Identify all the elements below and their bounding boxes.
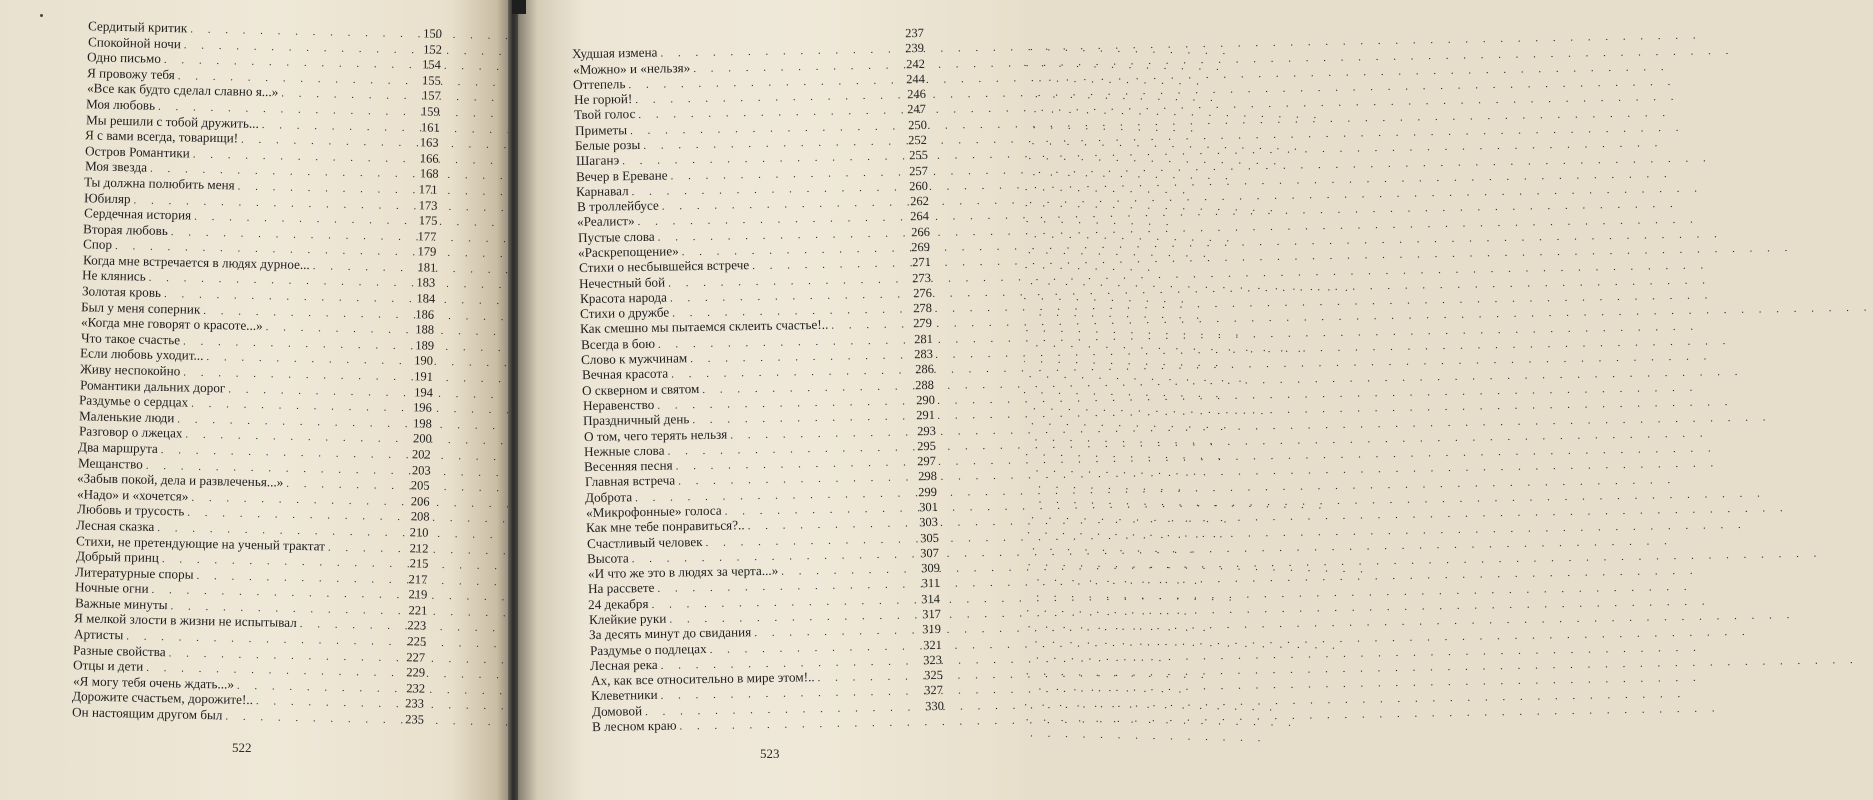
toc-entry-page: 311 (921, 576, 941, 591)
toc-entry-title: Когда мне встречается в людях дурное... (82, 252, 310, 272)
toc-entry-page: 291 (916, 408, 936, 423)
toc-entry-title: Лесная сказка (76, 517, 155, 534)
toc-entry-title: Лесная река (590, 656, 659, 673)
toc-entry-title: Я провожу тебя (86, 65, 175, 82)
page-number-left: 522 (232, 740, 252, 755)
toc-entry-title: Золотая кровь (81, 283, 162, 300)
toc-entry-page: 190 (414, 353, 434, 369)
toc-entry-page: 260 (909, 178, 929, 194)
toc-entry-page: 223 (407, 618, 427, 634)
toc-entry-title: Добрый принц (75, 548, 159, 566)
toc-entry-title: Разговор о лжецах (78, 423, 183, 441)
toc-entry-title: За десять минут до свидания (589, 624, 752, 643)
toc-entry-page: 189 (414, 338, 434, 353)
toc-entry-page: 206 (410, 494, 430, 509)
toc-entry-title: Спор (82, 236, 113, 253)
toc-entry-page: 159 (421, 104, 441, 119)
toc-entry-title: «Реалист» (577, 213, 636, 230)
toc-entry-page: 321 (922, 637, 942, 652)
spine-shadow (512, 0, 526, 14)
toc-entry-title: Весенняя песня (584, 457, 674, 475)
toc-entry-title: «Когда мне говорят о красоте...» (80, 314, 263, 334)
toc-entry-title: Как смешно мы пытаемся склеить счастье!.. (580, 317, 829, 337)
toc-entry-title: Что такое счастье (80, 330, 180, 348)
toc-entry-page: 286 (914, 362, 934, 377)
toc-entry-page: 191 (414, 369, 434, 384)
toc-entry-title: Дорожите счастьем, дорожите!.. (72, 688, 254, 708)
toc-entry-page: 181 (416, 260, 436, 275)
toc-entry-page: 244 (906, 71, 926, 87)
left-page (0, 0, 512, 800)
toc-entry-title: Стихи о несбывшейся встрече (578, 257, 749, 276)
toc-entry-page: 325 (923, 668, 943, 683)
toc-entry-title: Не горюй! (573, 91, 633, 108)
toc-entry-title: Твой голос (574, 106, 636, 123)
toc-entry-title: Оттепель (573, 76, 626, 92)
book-gutter (508, 0, 518, 800)
toc-entry-title: Доброта (585, 488, 633, 505)
toc-entry-page: 217 (408, 571, 428, 587)
toc-entry-page: 233 (405, 696, 425, 712)
toc-entry-title: Если любовь уходит... (80, 345, 204, 364)
toc-entry-title: «Я могу тебя очень ждать...» (72, 673, 234, 692)
toc-entry-title: Пустые слова (577, 228, 655, 245)
right-page (512, 0, 1024, 800)
toc-entry-title: Шаганэ (575, 152, 619, 169)
toc-entry-page: 266 (910, 224, 930, 240)
toc-entry-title: Сердитый критик (87, 18, 188, 36)
toc-entry-title: Спокойной ночи (87, 33, 181, 51)
toc-entry-page: 202 (412, 447, 432, 462)
toc-entry-page: 179 (417, 244, 437, 259)
toc-entry-page: 278 (913, 301, 933, 316)
toc-entry-title: Раздумье о подлецах (589, 640, 707, 658)
toc-entry-title: Литературные споры (75, 563, 194, 582)
toc-entry-title: Я с вами всегда, товарищи! (85, 127, 239, 146)
toc-entry-page: 196 (413, 400, 433, 415)
toc-entry-title: Моя звезда (84, 158, 147, 175)
toc-entry-title: Приметы (574, 121, 627, 138)
toc-entry-page: 247 (907, 102, 927, 117)
toc-entry-title: Клеветники (590, 687, 658, 704)
toc-entry-title: Романтики дальних дорог (79, 376, 226, 395)
toc-entry-page: 212 (409, 540, 429, 556)
toc-entry-page: 155 (421, 73, 441, 88)
toc-entry-page: 150 (423, 26, 443, 41)
toc-entry-page: 205 (411, 478, 431, 493)
toc-entry-title: Домовой (591, 702, 642, 719)
toc-entry-page: 276 (912, 285, 932, 301)
toc-entry-page: 303 (919, 515, 939, 530)
toc-entry-title: Он настоящим другом был (71, 704, 223, 723)
toc-entry-title: Разные свойства (73, 641, 167, 659)
page-number-right: 523 (760, 746, 780, 761)
toc-entry-title: «Надо» и «хочется» (76, 486, 189, 504)
toc-entry-page: 177 (417, 228, 437, 244)
toc-entry-title: «Все как будто сделал славно я...» (86, 80, 279, 100)
toc-entry-page: 295 (917, 438, 937, 454)
toc-entry-page: 250 (907, 117, 927, 132)
toc-entry-title: Ах, как все относительно в мире этом!.. (590, 669, 815, 689)
toc-entry-page: 184 (416, 291, 436, 306)
toc-entry-page: 269 (911, 239, 931, 255)
toc-entry-title: Красота народа (579, 289, 667, 306)
toc-entry-page: 262 (909, 194, 929, 209)
toc-entry-title: Ночные огни (74, 579, 149, 597)
dot-leader (225, 709, 396, 729)
toc-entry-page: 305 (919, 530, 939, 545)
toc-entry-title: «Раскрепощение» (578, 243, 680, 261)
toc-entry-title: Белые розы (574, 136, 641, 154)
toc-entry-page: 327 (924, 683, 944, 698)
toc-entry-page: 154 (422, 57, 442, 72)
toc-entry-page: 163 (420, 135, 440, 150)
toc-entry-title: О том, чего терять нельзя (583, 426, 727, 444)
toc-entry-title: На рассвете (587, 580, 655, 597)
toc-entry-page: 257 (909, 163, 929, 178)
toc-entry-title: Одно письмо (87, 49, 162, 67)
toc-entry-page: 215 (409, 556, 429, 571)
toc-entry-page: 290 (915, 392, 935, 408)
toc-entry-page: 161 (420, 119, 440, 135)
toc-entry-page: 229 (406, 665, 426, 680)
toc-entry-page: 255 (908, 148, 928, 163)
toc-entry-page: 183 (416, 275, 436, 291)
toc-entry-page: 208 (410, 509, 430, 525)
toc-entry-title: В лесном краю (591, 717, 677, 735)
toc-entry-page: 221 (407, 603, 427, 618)
toc-entry-page: 297 (917, 454, 937, 469)
toc-entry-title: Всегда в бою (580, 335, 655, 352)
toc-entry-title: О скверном и святом (582, 380, 700, 398)
toc-entry-title: Стихи, не претендующие на ученый трактат (75, 532, 326, 554)
toc-entry-title: Счастливый человек (586, 533, 703, 551)
toc-entry-page: 194 (413, 384, 433, 400)
toc-entry-title: Карнавал (576, 183, 630, 199)
dot-leader (679, 714, 916, 734)
toc-entry-title: Нежные слова (583, 442, 665, 459)
toc-entry-page: 235 (405, 712, 425, 727)
toc-entry-title: Ты должна полюбить меня (84, 174, 236, 193)
toc-entry-page: 239 (905, 41, 925, 56)
toc-entry-page: 307 (920, 545, 940, 561)
toc-entry-page: 273 (912, 270, 932, 285)
ink-speck (40, 14, 43, 17)
toc-entry-page: 298 (917, 469, 937, 484)
toc-entry-title: Артисты (73, 626, 124, 643)
toc-entry-page: 188 (415, 322, 435, 337)
toc-entry-page: 301 (918, 499, 938, 515)
toc-entry-title: Мещанство (77, 454, 143, 472)
toc-entry-title: «Можно» и «нельзя» (572, 59, 691, 77)
toc-entry-title: Клейкие руки (588, 610, 667, 628)
toc-entry-title: Стихи о дружбе (579, 304, 670, 322)
toc-entry-page: 319 (922, 622, 942, 637)
toc-entry-title: Маленькие люди (78, 408, 175, 426)
toc-entry-title: Праздничный день (582, 411, 690, 429)
toc-entry-page: 227 (406, 649, 426, 665)
toc-entry-title: Юбиляр (83, 189, 131, 206)
toc-entry-page: 242 (905, 56, 925, 71)
toc-entry-title: Слово к мужчинам (581, 350, 688, 368)
toc-entry-page: 200 (412, 431, 432, 447)
toc-entry-page: 317 (921, 606, 941, 622)
toc-entry-page: 203 (411, 462, 431, 478)
toc-entry-page: 171 (418, 182, 438, 197)
toc-entry-title: В троллейбусе (576, 197, 659, 215)
toc-entry-page: 281 (913, 331, 933, 347)
toc-entry-page: 237 (905, 25, 925, 41)
toc-entry-title: Живу неспокойно (79, 361, 181, 379)
toc-entry-page: 293 (916, 423, 936, 438)
toc-entry-title: Остров Романтики (84, 143, 191, 161)
toc-entry-page: 264 (910, 209, 930, 224)
toc-entry-title: Был у меня соперник (81, 298, 201, 317)
toc-entry-page: 232 (405, 681, 425, 696)
toc-entry-page: 168 (419, 166, 439, 182)
toc-entry-title: Худшая измена (572, 44, 658, 62)
toc-entry-page: 210 (409, 525, 429, 540)
toc-entry-page: 173 (418, 197, 438, 213)
toc-entry-page: 219 (408, 587, 428, 602)
toc-entry-page: 157 (421, 88, 441, 104)
toc-entry-title: Сердечная история (83, 205, 191, 223)
toc-entry-title: Важные минуты (74, 595, 168, 613)
toc-entry-title: Вечная красота (581, 365, 669, 383)
toc-entry-page: 323 (923, 652, 943, 668)
toc-entry-title: «Забыв покой, дела и развлеченья...» (77, 470, 284, 490)
toc-entry-title: Два маршрута (78, 439, 159, 456)
toc-entry-page: 198 (412, 416, 432, 431)
toc-entry-title: «И что же это в людях за черта...» (587, 562, 778, 582)
toc-entry-page: 246 (906, 87, 926, 102)
toc-entry-title: Мы решили с тобой дружить... (85, 111, 259, 131)
toc-entry-title: Главная встреча (584, 472, 676, 490)
toc-entry-title: 24 декабря (588, 595, 650, 612)
toc-entry-title: Не клянись (82, 267, 147, 285)
toc-entry-page: 175 (418, 213, 438, 228)
toc-entry-page: 330 (924, 698, 944, 713)
toc-entry-page: 252 (908, 132, 928, 148)
toc-entry-title: Любовь и трусость (76, 501, 185, 519)
toc-entry-page: 299 (918, 484, 938, 499)
toc-entry-title: «Микрофонные» голоса (585, 502, 722, 521)
toc-entry-title: Отцы и дети (72, 657, 144, 675)
toc-entry-page: 186 (415, 306, 435, 322)
toc-entry-title: Вторая любовь (83, 220, 169, 238)
toc-entry-title: Нечестный бой (578, 274, 666, 291)
toc-entry-title: Вечер в Ереване (575, 167, 668, 184)
toc-entry-page: 152 (422, 41, 442, 57)
toc-entry-page: 271 (911, 255, 931, 270)
toc-entry-title: Я мелкой злости в жизни не испытывал (74, 610, 298, 631)
toc-entry-title: Неравенство (582, 396, 655, 413)
toc-entry-title: Как мне тебе понравиться?.. (586, 517, 745, 536)
toc-entry-title: Высота (586, 550, 629, 566)
toc-entry-page: 288 (915, 377, 935, 392)
toc-entry-page: 309 (920, 561, 940, 576)
toc-entry-title: Раздумье о сердцах (79, 392, 189, 410)
toc-entry-page: 166 (419, 151, 439, 166)
toc-entry-page: 225 (407, 634, 427, 649)
toc-entry-page: 283 (914, 346, 934, 362)
toc-entry-page: 314 (921, 591, 941, 606)
toc-entry-page: 279 (913, 316, 933, 331)
toc-entry-title: Моя любовь (86, 96, 156, 113)
